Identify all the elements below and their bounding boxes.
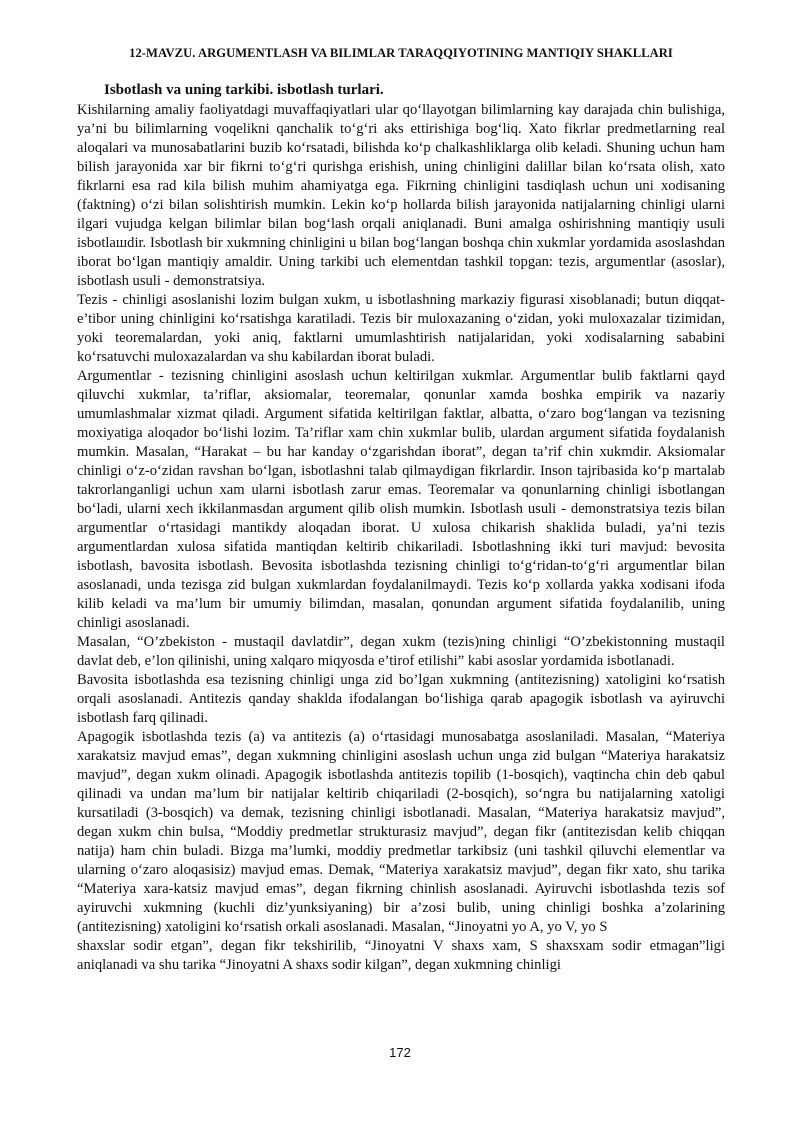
document-page [77, 46, 725, 975]
paragraph: Kishilarning amaliy faoliyatdagi muvaffaqiyatlari ular qo‘llayotgan bilimlarning kay darajada chin bulishiga, ya’ni bu bilimlarning voqelikni qanchalik to‘g‘ri aks ettirishiga bog‘liq. Xato fikrlar predmetlarning real aloqalari va munosabatlarini buzib ko‘rsatadi, bilishda ko‘p chalkashliklarga olib keladi. Shuning uchun ham bilish jarayonida xar bir fikrni to‘g‘ri qurishga erishish, uning chinligini dalillar bilan ko‘rsata olish, xato fikrlarni esa rad kila bilish muhim ahamiyatga ega. Fikrning chinligini tasdiqlash uchun uni xodisaning (faktning) o‘zi bilan solishtirish mumkin. Lekin ko‘p hollarda bilish jarayonida natijalarning chinligi ularni ilgari vujudga kelgan bilimlar bilan bog‘lash orqali aniqlanadi. Buni amalga oshirishning mantiqiy usuli isbotlaшdir. Isbotlash bir xukmning chinligini u bilan bog‘langan boshqa chin xukmlar yordamida asoslashdan iborat bo‘lgan mantiqiy amaldir. Uning tarkibi uch elementdan tashkil topgan: tezis, argumentlar (asoslar), isbotlash usuli - demonstratsiya. [77, 102, 725, 289]
paragraph: shaxslar sodir etgan”, degan fikr tekshirilib, “Jinoyatni V shaxs xam, S shaxsxam sodir etmagan”ligi aniqlanadi va shu tarika “Jinoyatni A shaxs sodir kilgan”, degan xukmning chinligi [77, 938, 725, 973]
paragraph: Bavosita isbotlashda esa tezisning chinligi unga zid bo’lgan xukmning (antitezisning) xatoligini ko‘rsatish orqali asoslanadi. Antitezis qanday shaklda ifodalangan bo‘lishiga qarab apagogik isbotlash va ayiruvchi isbotlash farq qilinadi. [77, 672, 725, 726]
page-number: 172 [389, 1045, 411, 1060]
paragraph: Masalan, “O’zbekiston - mustaqil davlatdir”, degan xukm (tezis)ning chinligi “O’zbekistonning mustaqil davlat deb, e’lon qilinishi, uning xalqaro miqyosda e’tirof etilishi” kabi asoslar yordamida isbotlanadi. [77, 634, 725, 669]
paragraph: Tezis - chinligi asoslanishi lozim bulgan xukm, u isbotlashning markaziy figurasi xisoblanadi; butun diqqat-e’tibor uning chinligini ko‘rsatishga karatiladi. Tezis bir muloxazaning o‘zidan, yoki muloxazalar tizimidan, yoki teoremalardan, yoki aniq, faktlarni umumlashtirish natijalaridan, yoki xodisalarning sababini ko‘rsatuvchi muloxazalardan va shu kabilardan iborat buladi. [77, 292, 725, 365]
paragraph: Apagogik isbotlashda tezis (a) va antitezis (a) o‘rtasidagi munosabatga asoslaniladi. Masalan, “Materiya xarakatsiz mavjud emas”, degan xukmning chinligini asoslash uchun unga zid bulgan “Materiya harakatsiz mavjud”, degan xukm olinadi. Apagogik isbotlashda antitezis topilib (1-bosqich), vaqtincha chin deb qabul qilinadi va undan ma’lum bir natijalar keltirib chiqariladi (2-bosqich), so‘ngra bu natijalarning xatoligi kursatiladi (3-bosqich) va demak, tezisning chinligi isbotlanadi. Masalan, “Materiya harakatsiz mavjud”, degan xukm chin bulsa, “Moddiy predmetlar strukturasiz mavjud”, degan fikr (antitezisdan kelib chiqqan natija) ham chin buladi. Bizga ma’lumki, moddiy predmetlar tarkibsiz (uni tashkil qiluvchi elementlar va ularning o‘zaro aloqasisiz) mavjud emas. Demak, “Materiya xarakatsiz mavjud”, degan fikr xato, shu tarika “Materiya xara-katsiz mavjud emas”, degan fikrning chinlish asoslanadi. Ayiruvchi isbotlashda tezis sof ayiruvchi xukmning (kuchli diz’yunksiyaning) bir a’zosi bulib, uning chinligi boshka a’zolarining (antitezisning) xatoligini ko‘rsatish orkali asoslanadi. Masalan, “Jinoyatni yo A, yo V, yo S [77, 729, 725, 935]
chapter-header: 12-MAVZU. ARGUMENTLASH VA BILIMLAR TARAQQIYOTINING MANTIQIY SHAKLLARI [129, 46, 673, 60]
paragraph: Argumentlar - tezisning chinligini asoslash uchun keltirilgan xukmlar. Argumentlar bulib faktlarni qayd qiluvchi xukmlar, ta’riflar, aksiomalar, teoremalar, qonunlar xamda boshka empirik va nazariy umumlashmalar xizmat qiladi. Argument sifatida keltirilgan faktlar, albatta, o‘zaro bog‘langan va tezisning moxiyatiga aloqador bo‘lishi lozim. Ta’riflar xam chin xukmlar bulib, ulardan argument sifatida foydalanish mumkin. Masalan, “Harakat – bu har kanday o‘zgarishdan iborat”, degan ta’rif chin xukmdir. Aksiomalar chinligi o‘z-o‘zidan ravshan bo‘lgan, isbotlashni talab qilmaydigan fikrlardir. Inson tajribasida ko‘p martalab takrorlanganligi uchun xam ularni isbotlash zarur emas. Teoremalar va qonunlarning chinligi isbotlangan bo‘ladi, ularni xech ikkilanmasdan argument qilib olish mumkin. Isbotlash usuli - demonstratsiya tezis bilan argumentlar o‘rtasidagi mantikdy aloqadan iborat. U xulosa chikarish shaklida buladi, ya’ni tezis argumentlardan xulosa sifatida mantiqdan keltirib chikariladi. Isbotlashning ikki turi mavjud: bevosita isbotlash, bavosita isbotlash. Bevosita isbotlashda tezisning chinligi to‘g‘ridan-to‘g‘ri argumentlar bilan asoslanadi, unda tezisga zid bulgan xukmlardan foydalanilmaydi. Tezis ko‘p xollarda yakka xodisani ifoda kilib keladi va ma’lum bir umumiy bilimdan, masalan, qonundan argument sifatida foydalanilib, uning chinligi asoslanadi. [77, 368, 725, 631]
section-title: Isbotlash va uning tarkibi. isbotlash turlari. [104, 82, 384, 98]
